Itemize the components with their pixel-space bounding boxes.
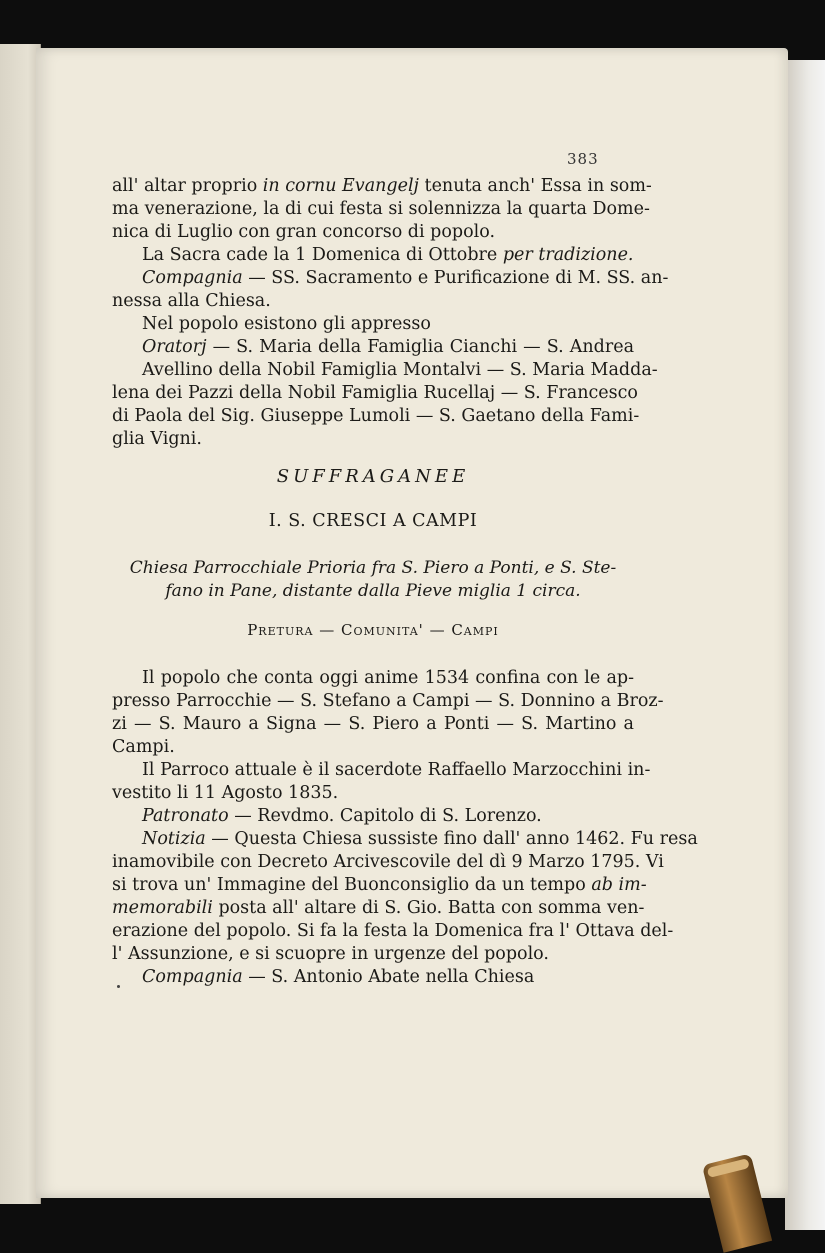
- italic-text: ab im-: [591, 875, 647, 895]
- line-text: — S. Maria della Famiglia Cianchi — S. Andrea: [206, 337, 634, 357]
- line-text: si trova un' Immagine del Buonconsiglio da un tempo: [112, 875, 592, 895]
- line-text: Il Parroco attuale è il sacerdote Raffaello Marzocchini in-: [142, 760, 651, 780]
- left-page-edge: [0, 44, 41, 1204]
- text-block-oratories: [112, 175, 669, 451]
- text-line: [112, 405, 640, 428]
- line-text: nessa alla Chiesa.: [112, 291, 271, 311]
- text-line: [112, 267, 669, 290]
- italic-text: Notizia: [142, 829, 206, 849]
- subtitle-line: Chiesa Parrocchiale Prioria fra S. Piero a Ponti, e S. Ste-: [129, 558, 617, 578]
- line-text: ma venerazione, la di cui festa si solennizza la quarta Dome-: [112, 199, 650, 219]
- text-line: [112, 759, 651, 782]
- italic-text: in cornu Evangelj: [262, 176, 419, 196]
- text-line: [112, 920, 674, 943]
- line-text: Nel popolo esistono gli appresso: [142, 314, 431, 334]
- text-line: [112, 943, 634, 966]
- text-line: [112, 851, 664, 874]
- line-text: La Sacra cade la 1 Domenica di Ottobre: [142, 245, 503, 265]
- line-text: zi — S. Mauro a Signa — S. Piero a Ponti — S. Martino a: [112, 714, 634, 734]
- text-line: [112, 198, 650, 221]
- text-line: [112, 221, 634, 244]
- italic-text: per tradizione.: [502, 245, 634, 265]
- italic-text: Compagnia: [142, 967, 243, 987]
- line-text: erazione del popolo. Si fa la festa la Domenica fra l' Ottava del-: [112, 921, 674, 941]
- line-text: posta all' altare di S. Gio. Batta con somma ven-: [212, 898, 645, 918]
- text-line: [112, 828, 698, 851]
- church-description: [112, 557, 634, 603]
- line-text: presso Parrocchie — S. Stefano a Campi — S. Donnino a Broz-: [112, 691, 664, 711]
- line-text: — Questa Chiesa sussiste fino dall' anno 1462. Fu resa: [205, 829, 698, 849]
- line-text: Avellino della Nobil Famiglia Montalvi — S. Maria Madda-: [142, 360, 658, 380]
- parish-heading: I. S. CRESCI A CAMPI: [268, 511, 478, 531]
- text-line: [112, 966, 634, 989]
- section-heading: SUFFRAGANEE: [276, 466, 470, 487]
- subtitle-line: fano in Pane, distante dalla Pieve miglia 1 circa.: [165, 581, 581, 601]
- line-text: — Revdmo. Capitolo di S. Lorenzo.: [228, 806, 542, 826]
- text-line: [112, 690, 664, 713]
- italic-text: memorabili: [112, 898, 213, 918]
- text-line: [112, 805, 634, 828]
- line-text: l' Assunzione, e si scuopre in urgenze del popolo.: [112, 944, 549, 964]
- line-text: inamovibile con Decreto Arcivescovile del dì 9 Marzo 1795. Vi: [112, 852, 664, 872]
- line-text: vestito li 11 Agosto 1835.: [112, 783, 339, 803]
- right-background: [785, 60, 825, 1230]
- text-line: [112, 336, 634, 359]
- line-text: tenuta anch' Essa in som-: [418, 176, 652, 196]
- text-line: [112, 313, 634, 336]
- italic-text: Compagnia: [142, 268, 243, 288]
- text-block-parish: [112, 667, 698, 989]
- text-line: [112, 713, 634, 736]
- administrative-line: Pretura — Comunita' — Campi: [247, 621, 499, 639]
- text-line: [112, 244, 634, 267]
- line-text: Il popolo che conta oggi anime 1534 confina con le ap-: [142, 668, 634, 688]
- text-line: [112, 667, 634, 690]
- italic-text: Patronato: [142, 806, 229, 826]
- page-number: 383: [567, 150, 599, 168]
- line-text: Campi.: [112, 737, 175, 757]
- text-line: [112, 736, 634, 759]
- line-text: di Paola del Sig. Giuseppe Lumoli — S. Gaetano della Fami-: [112, 406, 640, 426]
- italic-text: Oratorj: [142, 337, 207, 357]
- line-text: glia Vigni.: [112, 429, 202, 449]
- text-line: [112, 428, 634, 451]
- line-text: lena dei Pazzi della Nobil Famiglia Rucellaj — S. Francesco: [112, 383, 638, 403]
- line-text: all' altar proprio: [112, 176, 263, 196]
- text-line: [112, 874, 647, 897]
- text-line: [112, 175, 652, 198]
- text-line: [112, 359, 658, 382]
- text-line: [112, 290, 634, 313]
- text-line: [112, 897, 645, 920]
- text-line: [112, 782, 634, 805]
- line-text: — S. Antonio Abate nella Chiesa: [242, 967, 535, 987]
- text-line: [112, 382, 638, 405]
- line-text: — SS. Sacramento e Purificazione di M. SS. an-: [242, 268, 669, 288]
- line-text: nica di Luglio con gran concorso di popolo.: [112, 222, 496, 242]
- ink-speck: [117, 985, 120, 988]
